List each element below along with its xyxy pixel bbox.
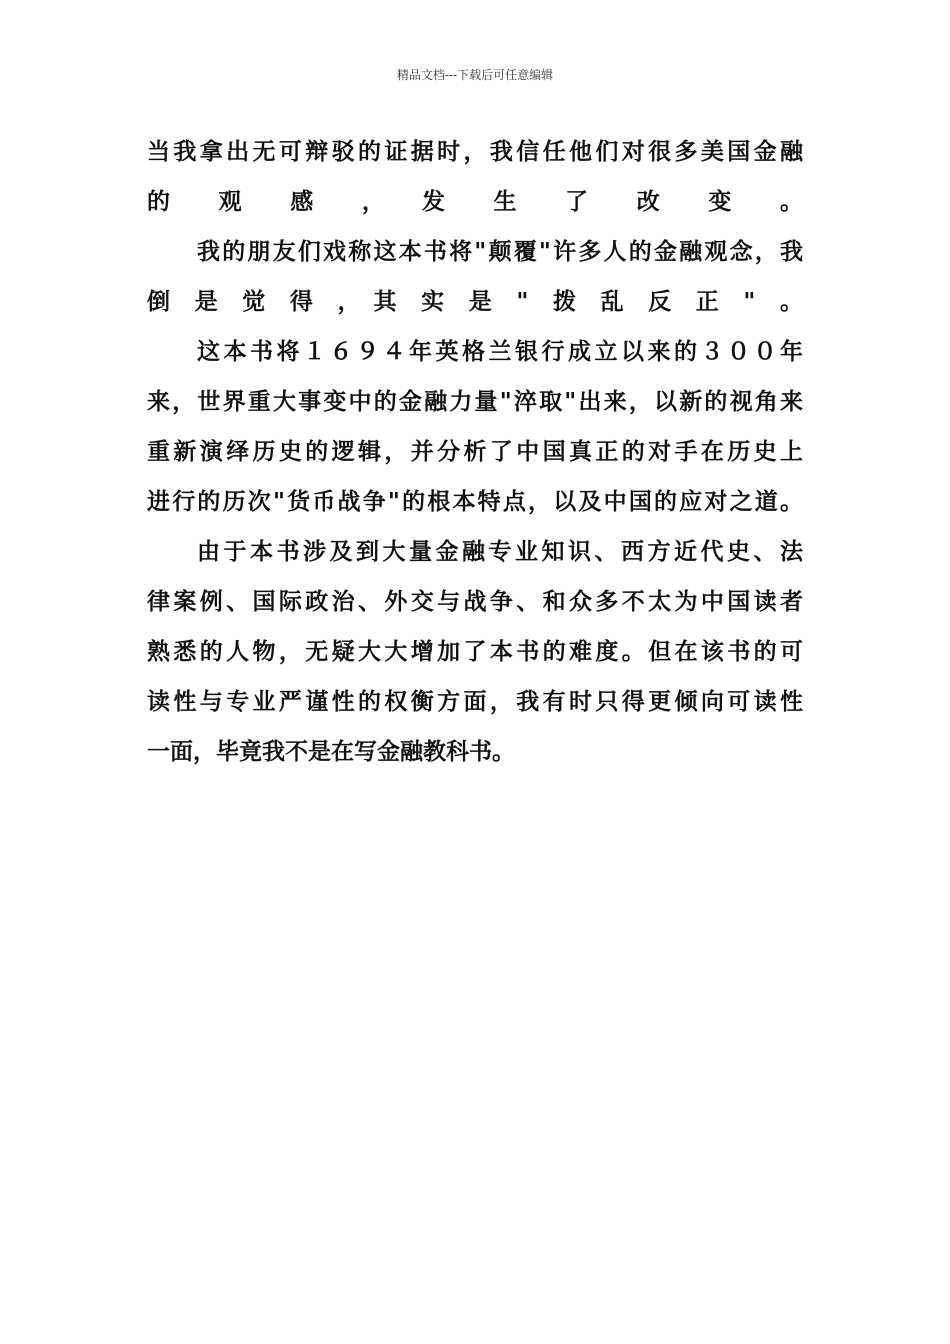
paragraph-line: 律案例、国际政治、外交与战争、和众多不太为中国读者 xyxy=(147,589,803,615)
paragraph-line: 倒 是 觉 得 ， 其 实 是 " 拨 乱 反 正 " 。 xyxy=(147,289,803,315)
paragraph-line: 当我拿出无可辩驳的证据时，我信任他们对很多美国金融 xyxy=(147,139,803,165)
paragraph-line: 读性与专业严谨性的权衡方面，我有时只得更倾向可读性 xyxy=(147,689,803,715)
paragraph-line: 进行的历次"货币战争"的根本特点，以及中国的应对之道。 xyxy=(147,489,803,515)
paragraph-line: 由于本书涉及到大量金融专业知识、西方近代史、法 xyxy=(197,539,803,565)
paragraph-line: 的 观 感 ， 发 生 了 改 变 。 xyxy=(147,189,803,215)
paragraph-line: 这本书将１６９４年英格兰银行成立以来的３００年 xyxy=(197,339,803,365)
paragraph-line: 熟悉的人物，无疑大大增加了本书的难度。但在该书的可 xyxy=(147,639,803,665)
paragraph-line: 我的朋友们戏称这本书将"颠覆"许多人的金融观念，我 xyxy=(197,239,803,265)
paragraph-line: 一面，毕竟我不是在写金融教科书。 xyxy=(147,739,515,765)
paragraph-line: 重新演绎历史的逻辑，并分析了中国真正的对手在历史上 xyxy=(147,439,803,465)
paragraph-line: 来，世界重大事变中的金融力量"淬取"出来，以新的视角来 xyxy=(147,389,803,415)
page-header: 精品文档---下载后可任意编辑 xyxy=(396,68,554,82)
